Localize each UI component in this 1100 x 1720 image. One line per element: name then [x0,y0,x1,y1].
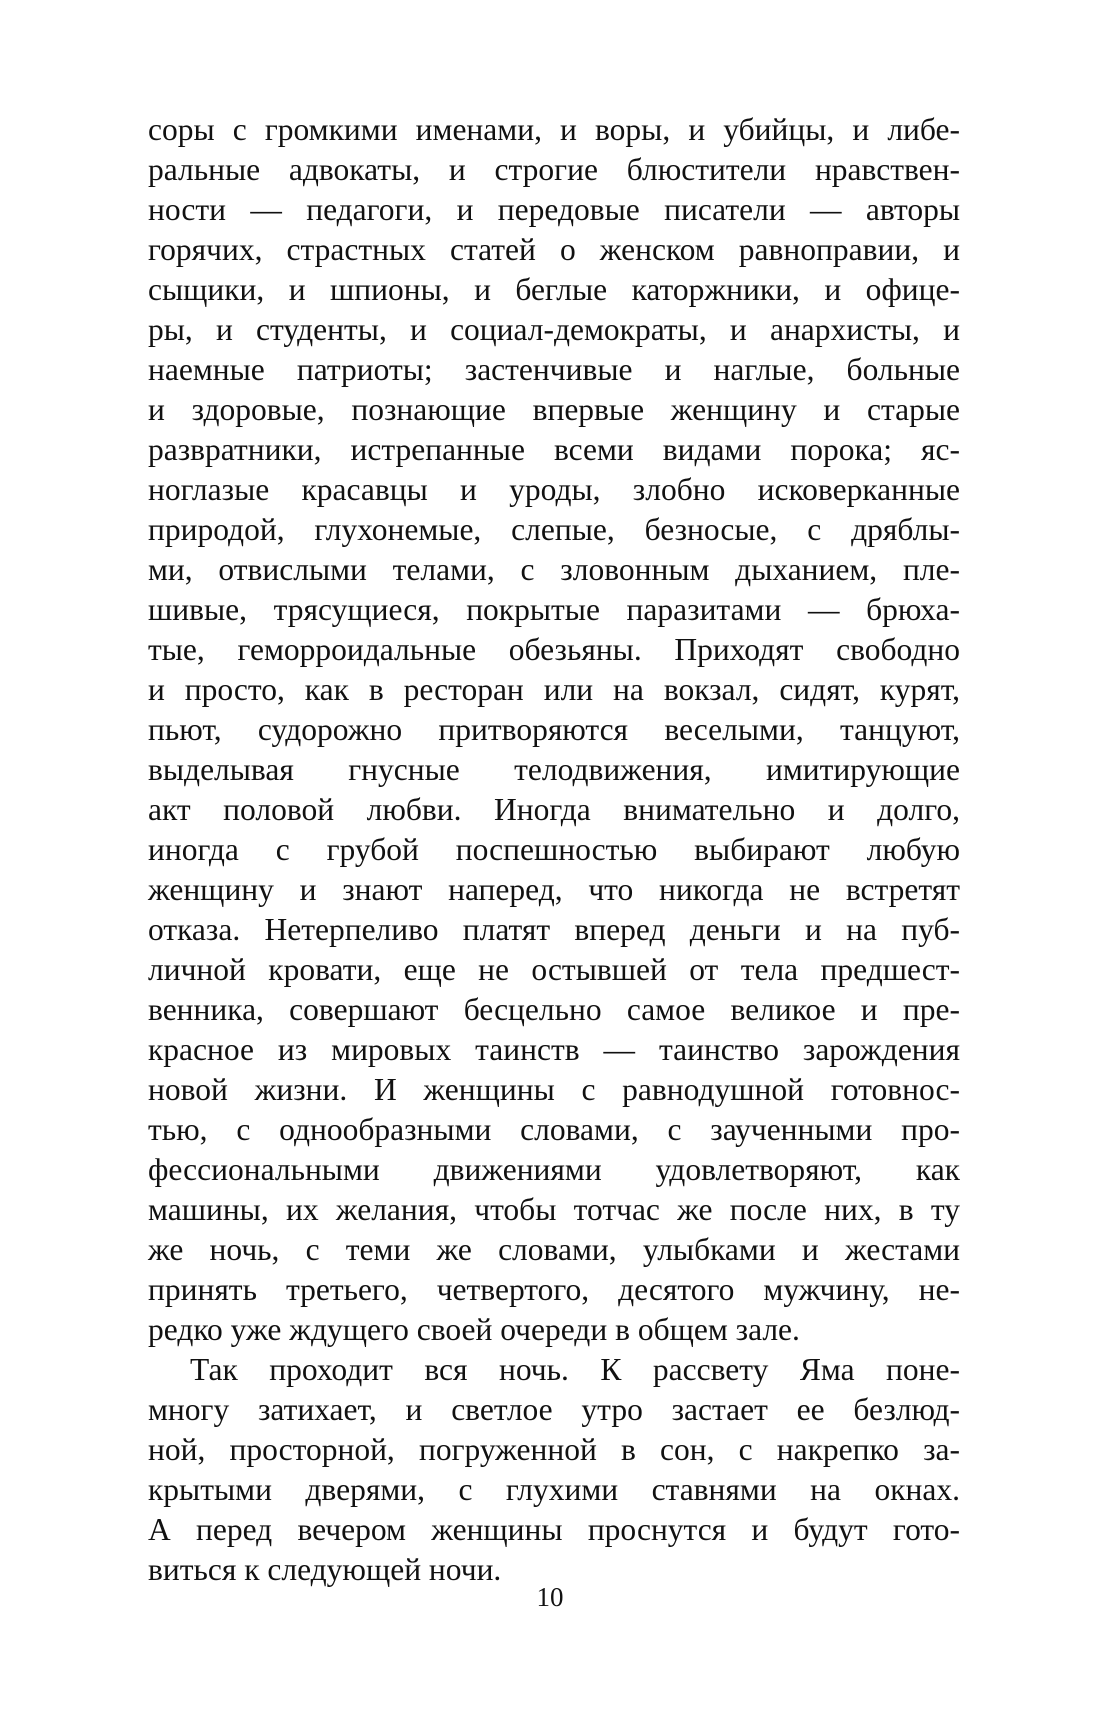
text-line: отказа. Нетерпеливо платят вперед деньги и на пуб- [148,912,960,947]
text-line: новой жизни. И женщины с равнодушной готовнос- [148,1072,960,1107]
paragraph-1 [148,110,960,1350]
text-line: многу затихает, и светлое утро застает ее безлюд- [148,1392,960,1427]
text-line: шивые, трясущиеся, покрытые паразитами — брюха- [148,592,960,627]
text-line: принять третьего, четвертого, десятого мужчину, не- [148,1272,960,1307]
text-line: ной, просторной, погруженной в сон, с накрепко за- [148,1432,960,1467]
text-line: крытыми дверями, с глухими ставнями на окнах. [148,1472,960,1507]
text-line: же ночь, с теми же словами, улыбками и жестами [148,1232,960,1267]
text-line: ноглазые красавцы и уроды, злобно исковерканные [148,472,960,507]
text-line: венника, совершают бесцельно самое великое и пре- [148,992,960,1027]
text-line: и просто, как в ресторан или на вокзал, сидят, курят, [148,672,960,707]
text-line: ральные адвокаты, и строгие блюстители нравствен- [148,152,960,187]
body-text [148,110,960,1590]
text-line: пьют, судорожно притворяются веселыми, танцуют, [148,712,960,747]
text-line: редко уже ждущего своей очереди в общем зале. [148,1312,800,1347]
text-line: личной кровати, еще не остывшей от тела предшест- [148,952,960,987]
text-line: иногда с грубой поспешностью выбирают любую [148,832,960,867]
text-line: соры с громкими именами, и воры, и убийцы, и либе- [148,112,960,147]
text-line: тые, геморроидальные обезьяны. Приходят свободно [148,632,960,667]
text-line: природой, глухонемые, слепые, безносые, с дряблы- [148,512,960,547]
text-line: выделывая гнусные телодвижения, имитирующие [148,752,960,787]
text-line: красное из мировых таинств — таинство зарождения [148,1032,960,1067]
text-line: наемные патриоты; застенчивые и наглые, больные [148,352,960,387]
text-line: ми, отвислыми телами, с зловонным дыханием, пле- [148,552,960,587]
text-line: машины, их желания, чтобы тотчас же после них, в ту [148,1192,960,1227]
text-line: акт половой любви. Иногда внимательно и долго, [148,792,960,827]
text-line: виться к следующей ночи. [148,1552,502,1587]
text-line: А перед вечером женщины проснутся и будут гото- [148,1512,960,1547]
text-line: и здоровые, познающие впервые женщину и старые [148,392,960,427]
text-line: Так проходит вся ночь. К рассвету Яма поне- [190,1352,960,1387]
text-line: горячих, страстных статей о женском равноправии, и [148,232,960,267]
text-line: фессиональными движениями удовлетворяют, как [148,1152,960,1187]
page-number: 10 [536,1582,564,1612]
text-line: сыщики, и шпионы, и беглые каторжники, и офице- [148,272,960,307]
text-line: женщину и знают наперед, что никогда не встретят [148,872,960,907]
text-line: развратники, истрепанные всеми видами порока; яс- [148,432,960,467]
text-line: тью, с однообразными словами, с заученными про- [148,1112,960,1147]
text-line: ры, и студенты, и социал-демократы, и анархисты, и [148,312,960,347]
text-line: ности — педагоги, и передовые писатели — авторы [148,192,960,227]
paragraph-2 [148,1350,960,1590]
